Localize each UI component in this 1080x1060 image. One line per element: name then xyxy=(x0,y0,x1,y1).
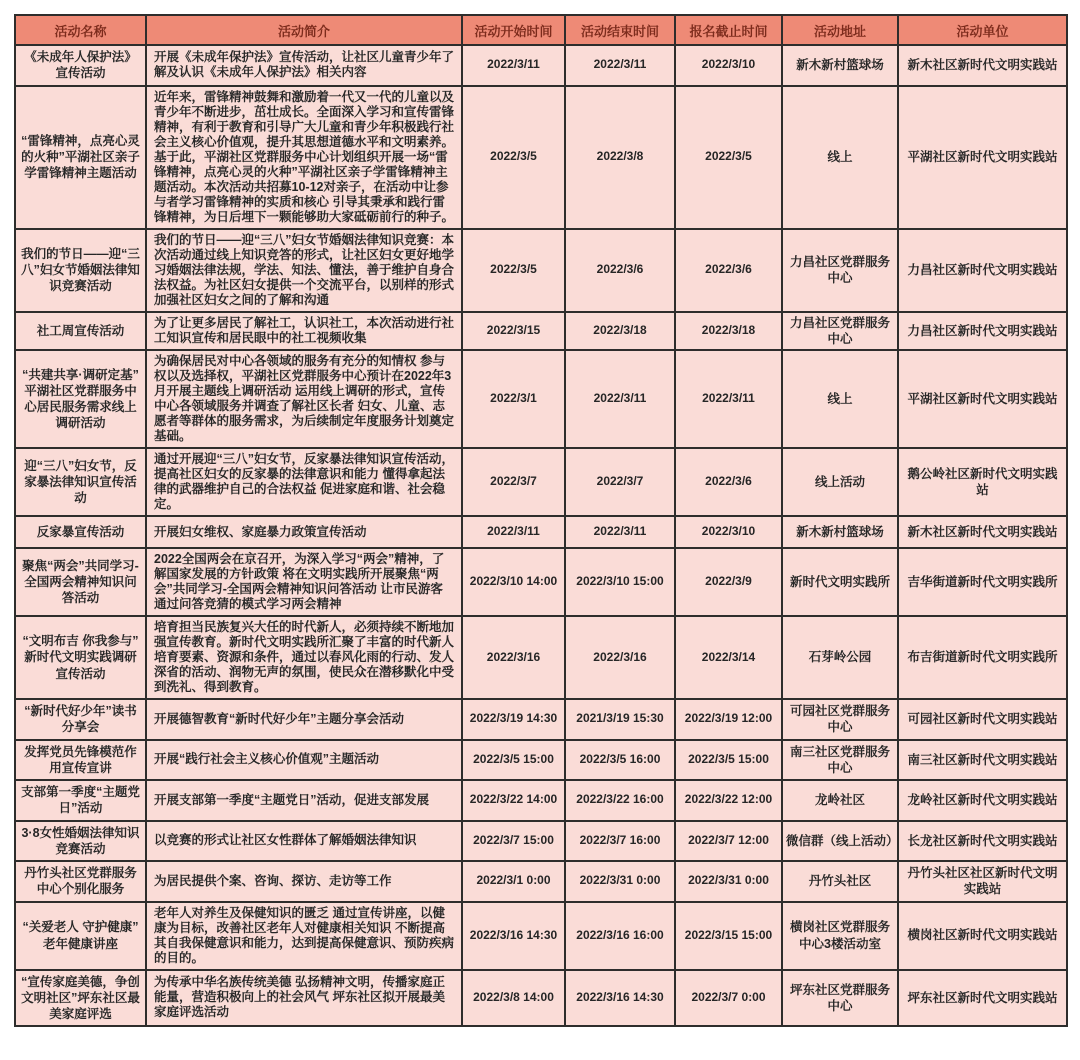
cell-address: 横岗社区党群服务中心3楼活动室 xyxy=(782,902,898,970)
cell-name: 3·8女性婚姻法律知识竞赛活动 xyxy=(15,821,146,862)
column-header-start: 活动开始时间 xyxy=(462,15,565,45)
cell-deadline: 2022/3/14 xyxy=(675,616,782,699)
cell-name: “关爱老人 守护健康”老年健康讲座 xyxy=(15,902,146,970)
cell-unit: 新木社区新时代文明实践站 xyxy=(898,516,1067,548)
table-row xyxy=(15,780,1067,821)
cell-start: 2022/3/8 14:00 xyxy=(462,970,565,1027)
cell-start: 2022/3/7 xyxy=(462,448,565,516)
cell-start: 2022/3/5 xyxy=(462,86,565,229)
column-header-end: 活动结束时间 xyxy=(565,15,675,45)
cell-desc: 开展德智教育“新时代好少年”主题分享会活动 xyxy=(146,699,462,740)
cell-desc: 为传承中华名族传统美德 弘扬精神文明，传播家庭正能量，营造积极向上的社会风气 坪东社区拟开展最美家庭评选活动 xyxy=(146,970,462,1027)
table-row xyxy=(15,616,1067,699)
table-row xyxy=(15,45,1067,86)
cell-start: 2022/3/16 14:30 xyxy=(462,902,565,970)
cell-end: 2022/3/11 xyxy=(565,516,675,548)
cell-desc: 为确保居民对中心各领域的服务有充分的知情权 参与权以及选择权，平湖社区党群服务中心预计在2022年3月开展主题线上调研活动 运用线上调研的形式，宣传中心各领域服务并调查了解社区长者 妇女、儿童、志愿者等群体的服务需求，为后续制定年度服务计划奠定基础。 xyxy=(146,350,462,448)
cell-unit: 吉华街道新时代文明实践所 xyxy=(898,548,1067,616)
cell-start: 2022/3/1 0:00 xyxy=(462,861,565,902)
table-body xyxy=(15,45,1067,1026)
table-row xyxy=(15,821,1067,862)
cell-desc: 开展“践行社会主义核心价值观”主题活动 xyxy=(146,740,462,781)
table-row xyxy=(15,970,1067,1027)
cell-address: 新木新村篮球场 xyxy=(782,516,898,548)
cell-start: 2022/3/10 14:00 xyxy=(462,548,565,616)
cell-start: 2022/3/22 14:00 xyxy=(462,780,565,821)
cell-unit: 鹅公岭社区新时代文明实践站 xyxy=(898,448,1067,516)
cell-desc: 开展妇女维权、家庭暴力政策宣传活动 xyxy=(146,516,462,548)
cell-unit: 布吉街道新时代文明实践所 xyxy=(898,616,1067,699)
cell-desc: 以竞赛的形式让社区女性群体了解婚姻法律知识 xyxy=(146,821,462,862)
cell-end: 2022/3/5 16:00 xyxy=(565,740,675,781)
cell-end: 2022/3/11 xyxy=(565,45,675,86)
cell-end: 2022/3/16 14:30 xyxy=(565,970,675,1027)
cell-deadline: 2022/3/5 15:00 xyxy=(675,740,782,781)
cell-desc: 近年来，雷锋精神鼓舞和激励着一代又一代的儿童以及青少年不断进步，茁壮成长。全面深入学习和宣传雷锋精神，有利于教育和引导广大儿童和青少年积极践行社会主义核心价值观，提升其思想道德水平和文明素养。基于此，平湖社区党群服务中心计划组织开展一场“雷锋精神，点亮心灵的火种”平湖社区亲子学雷锋精神主题活动。本次活动共招募10-12对亲子，在活动中让参与者学习雷锋精神的实质和核心 引导其秉承和践行雷锋精神，为日后埋下一颗能够助大家砥砺前行的种子。 xyxy=(146,86,462,229)
cell-end: 2022/3/31 0:00 xyxy=(565,861,675,902)
cell-start: 2022/3/1 xyxy=(462,350,565,448)
table-row xyxy=(15,229,1067,312)
table-row xyxy=(15,86,1067,229)
cell-unit: 力昌社区新时代文明实践站 xyxy=(898,312,1067,351)
cell-deadline: 2022/3/19 12:00 xyxy=(675,699,782,740)
cell-end: 2022/3/11 xyxy=(565,350,675,448)
cell-deadline: 2022/3/10 xyxy=(675,516,782,548)
cell-name: “新时代好少年”读书分享会 xyxy=(15,699,146,740)
table-row xyxy=(15,350,1067,448)
table-header-row xyxy=(15,15,1067,45)
cell-deadline: 2022/3/31 0:00 xyxy=(675,861,782,902)
cell-address: 线上活动 xyxy=(782,448,898,516)
cell-address: 新木新村篮球场 xyxy=(782,45,898,86)
cell-deadline: 2022/3/15 15:00 xyxy=(675,902,782,970)
cell-start: 2022/3/11 xyxy=(462,516,565,548)
cell-unit: 南三社区新时代文明实践站 xyxy=(898,740,1067,781)
cell-name: 我们的节日——迎“三八”妇女节婚姻法律知识竞赛活动 xyxy=(15,229,146,312)
cell-unit: 长龙社区新时代文明实践站 xyxy=(898,821,1067,862)
cell-desc: 我们的节日——迎“三八”妇女节婚姻法律知识竞赛：本次活动通过线上知识竞答的形式，让社区妇女更好地学习婚姻法律法规，学法、知法、懂法，善于维护自身合法权益。为社区妇女提供一个交流平台，以别样的形式加强社区妇女之间的了解和沟通 xyxy=(146,229,462,312)
table-row xyxy=(15,699,1067,740)
cell-address: 石芽岭公园 xyxy=(782,616,898,699)
cell-address: 南三社区党群服务中心 xyxy=(782,740,898,781)
cell-address: 龙岭社区 xyxy=(782,780,898,821)
cell-desc: 通过开展迎“三八”妇女节，反家暴法律知识宣传活动，提高社区妇女的反家暴的法律意识和能力 懂得拿起法律的武器维护自己的合法权益 促进家庭和谐、社会稳定。 xyxy=(146,448,462,516)
cell-deadline: 2022/3/9 xyxy=(675,548,782,616)
cell-start: 2022/3/5 xyxy=(462,229,565,312)
cell-start: 2022/3/16 xyxy=(462,616,565,699)
cell-start: 2022/3/11 xyxy=(462,45,565,86)
cell-name: 《未成年人保护法》宣传活动 xyxy=(15,45,146,86)
table-row xyxy=(15,312,1067,351)
table-row xyxy=(15,516,1067,548)
table-row xyxy=(15,740,1067,781)
cell-unit: 力昌社区新时代文明实践站 xyxy=(898,229,1067,312)
cell-address: 丹竹头社区 xyxy=(782,861,898,902)
cell-name: “文明布吉 你我参与”新时代文明实践调研宣传活动 xyxy=(15,616,146,699)
activities-table-container xyxy=(14,14,1066,1027)
cell-desc: 为了让更多居民了解社工，认识社工，本次活动进行社工知识宣传和居民眼中的社工视频收集 xyxy=(146,312,462,351)
cell-name: “共建共享·调研定基”平湖社区党群服务中心居民服务需求线上调研活动 xyxy=(15,350,146,448)
cell-end: 2022/3/16 16:00 xyxy=(565,902,675,970)
cell-desc: 为居民提供个案、咨询、探访、走访等工作 xyxy=(146,861,462,902)
cell-start: 2022/3/15 xyxy=(462,312,565,351)
cell-address: 新时代文明实践所 xyxy=(782,548,898,616)
cell-unit: 平湖社区新时代文明实践站 xyxy=(898,350,1067,448)
table-row xyxy=(15,448,1067,516)
cell-unit: 平湖社区新时代文明实践站 xyxy=(898,86,1067,229)
cell-end: 2022/3/7 16:00 xyxy=(565,821,675,862)
cell-address: 线上 xyxy=(782,86,898,229)
table-row xyxy=(15,861,1067,902)
cell-deadline: 2022/3/18 xyxy=(675,312,782,351)
cell-name: “雷锋精神，点亮心灵的火种”平湖社区亲子学雷锋精神主题活动 xyxy=(15,86,146,229)
cell-address: 力昌社区党群服务中心 xyxy=(782,312,898,351)
column-header-desc: 活动简介 xyxy=(146,15,462,45)
cell-desc: 老年人对养生及保健知识的匮乏 通过宣传讲座，以健康为目标，改善社区老年人对健康相关知识 不断提高其自我保健意识和能力，达到提高保健意识、预防疾病的目的。 xyxy=(146,902,462,970)
cell-name: 反家暴宣传活动 xyxy=(15,516,146,548)
cell-end: 2022/3/18 xyxy=(565,312,675,351)
cell-start: 2022/3/19 14:30 xyxy=(462,699,565,740)
cell-end: 2022/3/10 15:00 xyxy=(565,548,675,616)
cell-address: 力昌社区党群服务中心 xyxy=(782,229,898,312)
cell-deadline: 2022/3/7 0:00 xyxy=(675,970,782,1027)
cell-name: 迎“三八”妇女节，反家暴法律知识宣传活动 xyxy=(15,448,146,516)
cell-end: 2022/3/6 xyxy=(565,229,675,312)
cell-address: 可园社区党群服务中心 xyxy=(782,699,898,740)
column-header-name: 活动名称 xyxy=(15,15,146,45)
cell-unit: 龙岭社区新时代文明实践站 xyxy=(898,780,1067,821)
cell-end: 2021/3/19 15:30 xyxy=(565,699,675,740)
cell-name: 支部第一季度“主题党日”活动 xyxy=(15,780,146,821)
column-header-address: 活动地址 xyxy=(782,15,898,45)
cell-deadline: 2022/3/6 xyxy=(675,229,782,312)
cell-unit: 新木社区新时代文明实践站 xyxy=(898,45,1067,86)
cell-end: 2022/3/8 xyxy=(565,86,675,229)
cell-address: 坪东社区党群服务中心 xyxy=(782,970,898,1027)
cell-address: 微信群（线上活动） xyxy=(782,821,898,862)
cell-deadline: 2022/3/7 12:00 xyxy=(675,821,782,862)
cell-name: 聚焦“两会”共同学习-全国两会精神知识问答活动 xyxy=(15,548,146,616)
cell-desc: 开展支部第一季度“主题党日”活动，促进支部发展 xyxy=(146,780,462,821)
cell-unit: 坪东社区新时代文明实践站 xyxy=(898,970,1067,1027)
cell-end: 2022/3/7 xyxy=(565,448,675,516)
cell-unit: 可园社区新时代文明实践站 xyxy=(898,699,1067,740)
cell-deadline: 2022/3/10 xyxy=(675,45,782,86)
table-row xyxy=(15,902,1067,970)
column-header-deadline: 报名截止时间 xyxy=(675,15,782,45)
cell-start: 2022/3/5 15:00 xyxy=(462,740,565,781)
cell-deadline: 2022/3/11 xyxy=(675,350,782,448)
header-row xyxy=(15,15,1067,45)
cell-unit: 丹竹头社区社区新时代文明实践站 xyxy=(898,861,1067,902)
cell-name: “宣传家庭美德，争创文明社区”坪东社区最美家庭评选 xyxy=(15,970,146,1027)
cell-start: 2022/3/7 15:00 xyxy=(462,821,565,862)
cell-name: 社工周宣传活动 xyxy=(15,312,146,351)
cell-desc: 开展《未成年保护法》宣传活动，让社区儿童青少年了解及认识《未成年人保护法》相关内容 xyxy=(146,45,462,86)
cell-name: 发挥党员先锋模范作用宣传宣讲 xyxy=(15,740,146,781)
table-row xyxy=(15,548,1067,616)
cell-deadline: 2022/3/22 12:00 xyxy=(675,780,782,821)
activities-table xyxy=(14,14,1068,1027)
column-header-unit: 活动单位 xyxy=(898,15,1067,45)
cell-deadline: 2022/3/6 xyxy=(675,448,782,516)
cell-desc: 2022全国两会在京召开，为深入学习“两会”精神，了解国家发展的方针政策 将在文明实践所开展聚焦“两会”共同学习-全国两会精神知识问答活动 让市民游客通过问答竞猜的模式学习两会精神 xyxy=(146,548,462,616)
cell-name: 丹竹头社区党群服务中心个别化服务 xyxy=(15,861,146,902)
cell-deadline: 2022/3/5 xyxy=(675,86,782,229)
cell-end: 2022/3/22 16:00 xyxy=(565,780,675,821)
cell-address: 线上 xyxy=(782,350,898,448)
cell-unit: 横岗社区新时代文明实践站 xyxy=(898,902,1067,970)
cell-end: 2022/3/16 xyxy=(565,616,675,699)
cell-desc: 培育担当民族复兴大任的时代新人，必须持续不断地加强宣传教育。新时代文明实践所汇聚了丰富的时代新人培育要素、资源和条件，通过以春风化雨的行动、发人深省的活动、润物无声的氛围，使民众在潜移默化中受到洗礼、得到教育。 xyxy=(146,616,462,699)
